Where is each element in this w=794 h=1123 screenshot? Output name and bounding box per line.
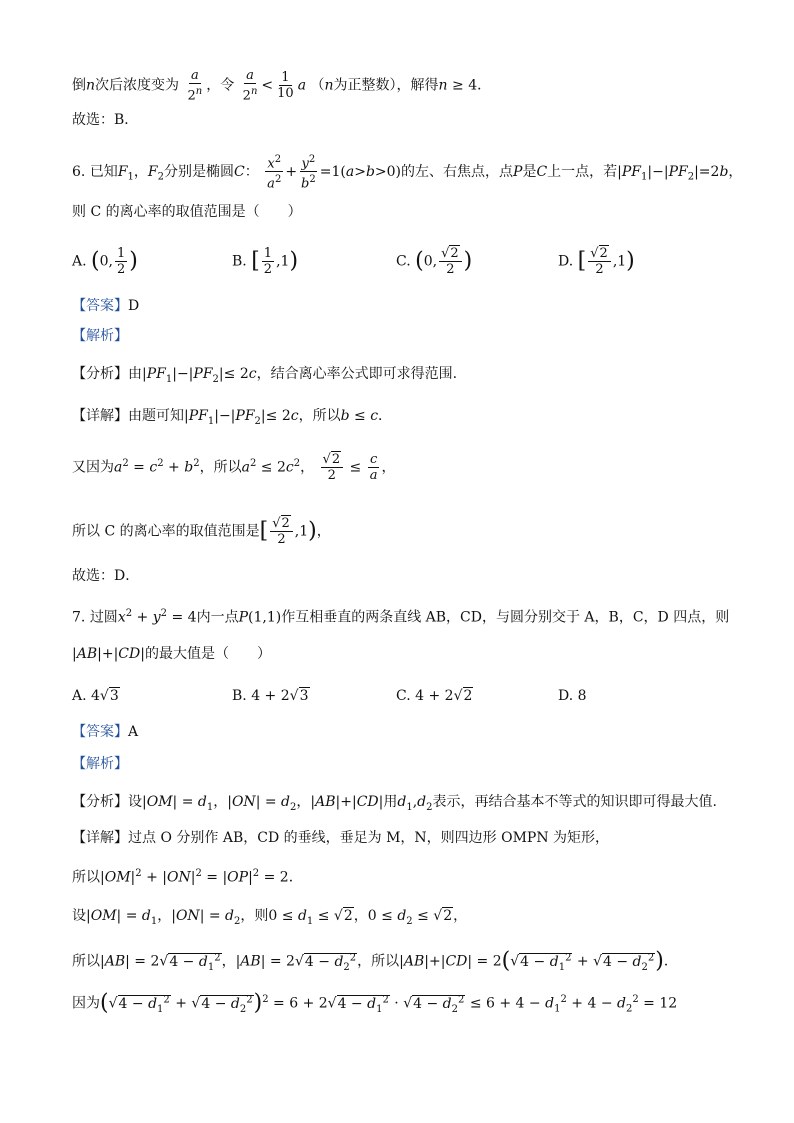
q7-fenxi: 【分析】设$|OM| = d_1$，$|ON| = d_2$，|AB|+|CD|用$d_1,d_2$表示，再结合基本不等式的知识即可得最大值. <box>72 794 717 813</box>
q6-detail: 【详解】由题可知$|PF_1|-|PF_2|\le 2c$，所以b ≤ c． <box>72 408 393 427</box>
q7-detail-line3: 设$|OM| = d_1$，$|ON| = d_2$，则$0 \le d_1 \le √2$，$0 \le d_2 \le √2$， <box>72 908 468 927</box>
q7-stem: 7. 过圆$x^2 + y^2 = 4$内一点P(1,1)作互相垂直的两条直线 AB，CD，与圆分别交于 A，B，C，D 四点，则 <box>72 608 730 626</box>
q7-options <box>72 684 754 710</box>
q6-detail-line3: 所以 C 的离心率的取值范围是[ $\frac{√2}{2}$ ,1)， <box>72 516 331 547</box>
q6-option-c[interactable]: C. (0, $\frac{√2}{2}$ ) <box>396 246 473 277</box>
q7-analysis-tag: 【解析】 <box>72 756 128 772</box>
q6-option-d[interactable]: D. [ $\frac{√2}{2}$ ,1) <box>558 246 635 277</box>
q7-option-d[interactable]: D. 8 <box>558 688 587 704</box>
q6-options <box>72 246 754 276</box>
q6-final: 故选：D． <box>72 568 140 584</box>
q7-detail-line4: 所以$|AB| = 2√4 - d_1^2$，$|AB| = 2√4 - d_2^2$，所以$|AB|+|CD| = 2(√4 - d_1^2 + √4 - d_2^2)$． <box>72 948 678 974</box>
q7-detail-line5: 因为$(√4 - d_1^2 + √4 - d_2^2)^2 = 6 + 2√4 - d_1^2 \cdot √4 - d_2^2 \le 6 + 4 - d_1^2 + 4 - d_2^2 = 12$ <box>72 990 678 1016</box>
q7-option-b[interactable]: B. 4 + 2√3 <box>232 688 309 704</box>
fraction: $\frac{a}{2^n}$ <box>187 68 203 104</box>
q5-answer: 故选：B． <box>72 112 139 128</box>
q7-option-c[interactable]: C. 4 + 2√2 <box>396 688 473 704</box>
q6-option-a[interactable]: A. (0, $\frac{1}{2}$ ) <box>72 246 138 277</box>
q6-option-b[interactable]: B. [ $\frac{1}{2}$ ,1) <box>232 246 299 277</box>
q7-option-a[interactable]: A. 4√3 <box>72 688 119 704</box>
q7-stem-l2: |AB|+|CD|的最大值是（ ） <box>72 646 271 662</box>
q7-detail: 【详解】过点 O 分别作 AB，CD 的垂线，垂足为 M，N，则四边形 OMPN 为矩形， <box>72 830 610 846</box>
q6-fenxi: 【分析】由$|PF_1|-|PF_2|\le 2c$，结合离心率公式即可求得范围. <box>72 366 458 385</box>
q6-stem: 6. 已知$F_1$，$F_2$分别是椭圆C： $\frac{x^2}{a^2}$ + $\frac{y^2}{b^2}$ =1(a>b>0)的左、右焦点，点P是C上一点，若$|PF_1|-|PF_2|=2b$， <box>72 154 743 192</box>
q7-answer: 【答案】A <box>72 724 139 740</box>
q7-detail-line2: 所以$|OM|^2 + |ON|^2 = |OP|^2 = 2$． <box>72 868 303 886</box>
q6-detail-line2: 又因为$a^2 = c^2 + b^2$，所以$a^2 \le 2c^2$， $\frac{√2}{2}$ ≤ $\frac{c}{a}$ ， <box>72 452 396 484</box>
q6-analysis-tag: 【解析】 <box>72 328 128 344</box>
q6-answer: 【答案】D <box>72 298 140 314</box>
q5-result-line: 倒n次后浓度变为 $\frac{a}{2^n}$ ，令 $\frac{a}{2^n}$ < $\frac{1}{10}$ a （n为正整数），解得n ≥ 4． <box>72 68 492 104</box>
q6-stem-l2: 则 C 的离心率的取值范围是（ ） <box>72 204 302 220</box>
